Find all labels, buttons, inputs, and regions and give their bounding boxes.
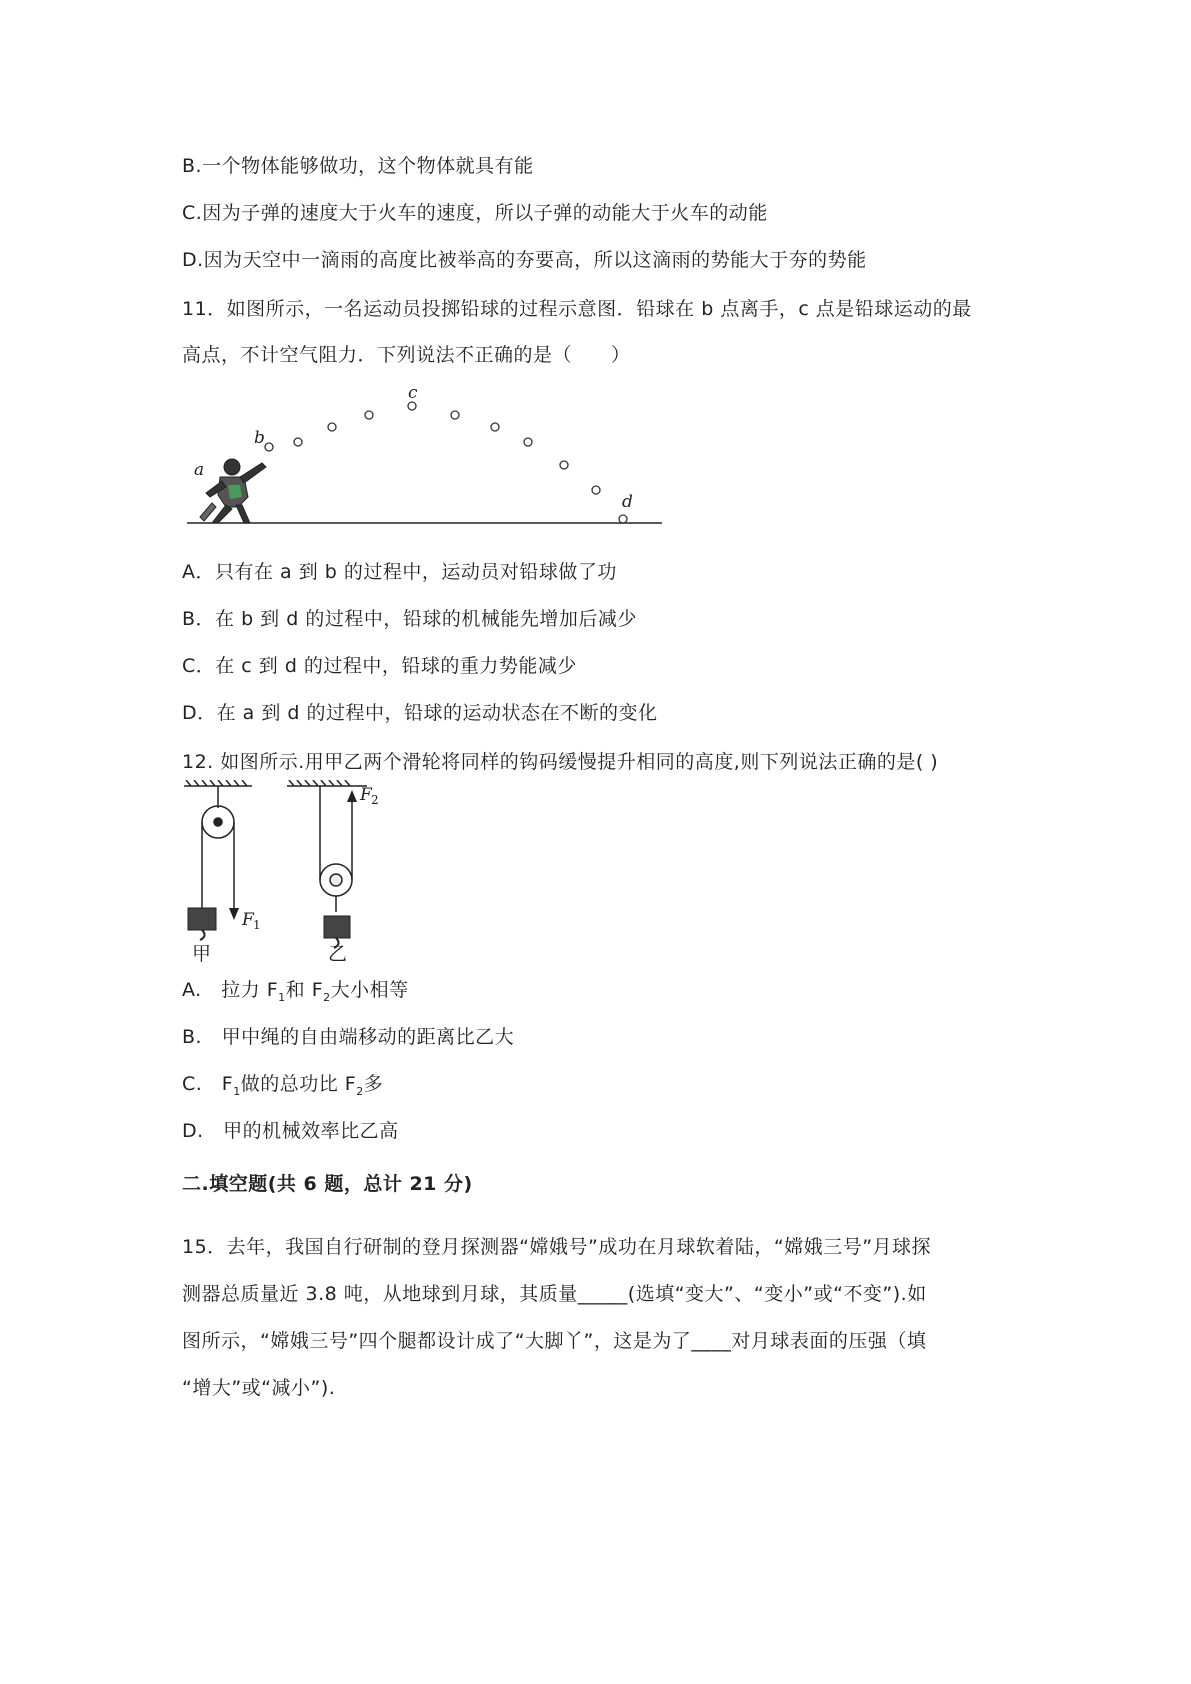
q12-option-c-pre: C. F: [182, 1073, 234, 1095]
f1-label: F: [242, 910, 254, 930]
q11-option-b: B．在 b 到 d 的过程中，铅球的机械能先增加后减少: [182, 608, 637, 630]
q12-option-c-sub2: 2: [356, 1084, 364, 1098]
f2-label: F: [360, 785, 372, 805]
label-b: b: [254, 428, 265, 448]
q12-option-c-sub1: 1: [233, 1084, 241, 1098]
q12-option-b: B. 甲中绳的自由端移动的距离比乙大: [182, 1026, 515, 1048]
q11-option-d: D．在 a 到 d 的过程中，铅球的运动状态在不断的变化: [182, 702, 658, 724]
pulley-figure: [182, 780, 422, 965]
q11-option-a: A．只有在 a 到 b 的过程中，运动员对铅球做了功: [182, 561, 617, 583]
q11-stem-line2: 高点，不计空气阻力．下列说法不正确的是（ ）: [182, 344, 631, 366]
q12-option-c-post: 多: [363, 1073, 384, 1095]
q12-option-a-mid: 和 F: [285, 979, 324, 1001]
q15-line3: 图所示，“嫦娥三号”四个腿都设计成了“大脚丫”，这是为了____对月球表面的压强（填: [182, 1330, 927, 1352]
q10-option-c: C.因为子弹的速度大于火车的速度，所以子弹的动能大于火车的动能: [182, 202, 768, 224]
athlete-silhouette: [200, 459, 266, 523]
weight-yi: [324, 916, 350, 938]
q12-option-a-sub2: 2: [323, 990, 331, 1004]
q15-line4: “增大”或“减小”).: [182, 1377, 336, 1399]
q12-option-a: [182, 976, 409, 1012]
weight-jia: [188, 908, 216, 930]
f1-subscript: 1: [253, 918, 261, 932]
q11-option-c: C．在 c 到 d 的过程中，铅球的重力势能减少: [182, 655, 577, 677]
q10-option-d: D.因为天空中一滴雨的高度比被举高的夯要高，所以这滴雨的势能大于夯的势能: [182, 249, 867, 271]
q12-option-a-pre: A. 拉力 F: [182, 979, 279, 1001]
label-a: a: [194, 460, 205, 480]
q10-option-b: B.一个物体能够做功，这个物体就具有能: [182, 155, 534, 177]
f2-subscript: 2: [371, 793, 379, 807]
shot-put-figure: [182, 385, 672, 530]
q12-option-a-sub1: 1: [278, 990, 286, 1004]
fixed-pulley-jia: [184, 780, 252, 910]
q15-line1: 15．去年，我国自行研制的登月探测器“嫦娥号”成功在月球软着陆，“嫦娥三号”月球探: [182, 1236, 932, 1258]
q12-stem: 12. 如图所示.用甲乙两个滑轮将同样的钩码缓慢提升相同的高度,则下列说法正确的是( ): [182, 751, 939, 773]
q15-line2: 测器总质量近 3.8 吨，从地球到月球，其质量_____(选填“变大”、“变小”或“不变”).如: [182, 1283, 927, 1305]
section-title: 二.填空题(共 6 题，总计 21 分): [182, 1173, 473, 1195]
q12-option-c: [182, 1070, 383, 1106]
q12-option-c-mid: 做的总功比 F: [240, 1073, 357, 1095]
q12-option-d: D. 甲的机械效率比乙高: [182, 1120, 399, 1142]
label-yi: 乙: [328, 943, 348, 965]
label-c: c: [408, 385, 418, 403]
q11-stem-line1: 11．如图所示，一名运动员投掷铅球的过程示意图．铅球在 b 点离手，c 点是铅球运动的最: [182, 298, 972, 320]
q12-option-a-post: 大小相等: [330, 979, 409, 1001]
label-d: d: [622, 492, 633, 512]
label-jia: 甲: [192, 943, 212, 965]
trajectory-balls: [265, 402, 627, 523]
